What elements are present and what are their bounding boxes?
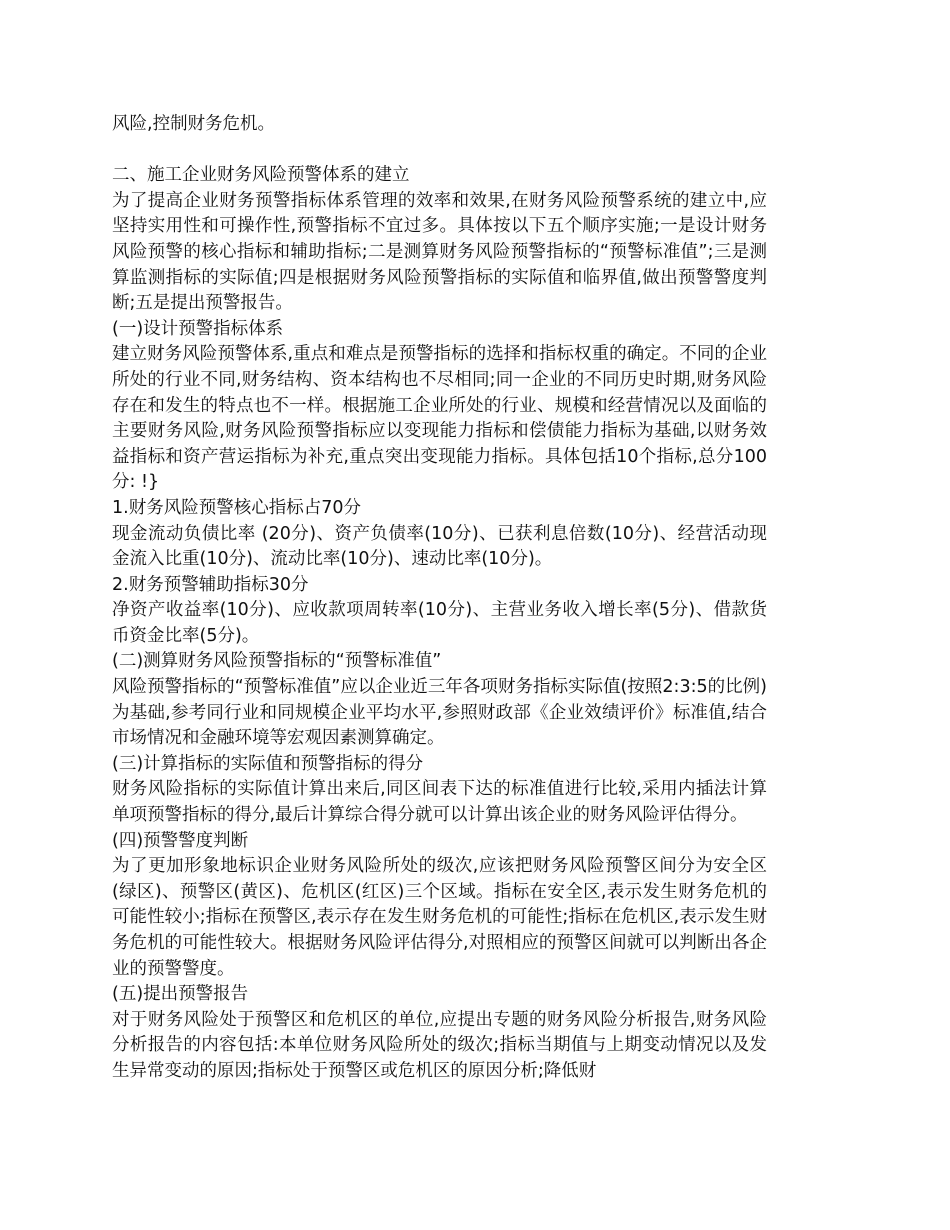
subheading-2: (二)测算财务风险预警指标的“预警标准值” bbox=[112, 651, 442, 672]
item-heading-core: 1.财务风险预警核心指标占70分 bbox=[112, 497, 361, 518]
section-heading-2: 二、施工企业财务风险预警体系的建立 bbox=[112, 165, 410, 186]
subheading-5: (五)提出预警报告 bbox=[112, 984, 249, 1005]
paragraph-standard-value: 风险预警指标的“预警标准值”应以企业近三年各项财务指标实际值(按照2:3:5的比例)为基础,参考同行业和同规模企业平均水平,参照财政部《企业效绩评价》标准值,结合市场情况和金融环境等宏观因素测算确定。 bbox=[112, 677, 767, 749]
subheading-1: (一)设计预警指标体系 bbox=[112, 318, 284, 339]
blank-line bbox=[112, 138, 767, 164]
paragraph-auxiliary-indicators: 净资产收益率(10分)、应收款项周转率(10分)、主营业务收入增长率(5分)、借款货币资金比率(5分)。 bbox=[112, 600, 767, 646]
paragraph-intro-end: 风险,控制财务危机。 bbox=[112, 114, 276, 134]
subheading-4: (四)预警警度判断 bbox=[112, 830, 249, 851]
paragraph-overview: 为了提高企业财务预警指标体系管理的效率和效果,在财务风险预警系统的建立中,应坚持实用性和可操作性,预警指标不宜过多。具体按以下五个顺序实施;一是设计财务风险预警的核心指标和辅助指标;二是测算财务风险预警指标的“预警标准值”;三是测算监测指标的实际值;四是根据财务风险预警指标的实际值和临界值,做出预警警度判断;五是提出预警报告。 bbox=[112, 190, 767, 314]
subheading-3: (三)计算指标的实际值和预警指标的得分 bbox=[112, 753, 424, 774]
paragraph-warning-report: 对于财务风险处于预警区和危机区的单位,应提出专题的财务风险分析报告,财务风险分析报告的内容包括:本单位财务风险所处的级次;指标当期值与上期变动情况以及发生异常变动的原因;指标处于预警区或危机区的原因分析;降低财 bbox=[112, 1009, 767, 1081]
paragraph-indicator-system: 建立财务风险预警体系,重点和难点是预警指标的选择和指标权重的确定。不同的企业所处的行业不同,财务结构、资本结构也不尽相同;同一企业的不同历史时期,财务风险存在和发生的特点也不一样。根据施工企业所处的行业、规模和经营情况以及面临的主要财务风险,财务风险预警指标应以变现能力指标和偿债能力指标为基础,以财务效益指标和资产营运指标为补充,重点突出变现能力指标。具体包括10个指标,总分100分: !} bbox=[112, 344, 767, 493]
paragraph-warning-level: 为了更加形象地标识企业财务风险所处的级次,应该把财务风险预警区间分为安全区(绿区)、预警区(黄区)、危机区(红区)三个区域。指标在安全区,表示发生财务危机的可能性较小;指标在预警区,表示存在发生财务危机的可能性;指标在危机区,表示发生财务危机的可能性较大。根据财务风险评估得分,对照相应的预警区间就可以判断出各企业的预警警度。 bbox=[112, 856, 767, 979]
item-heading-auxiliary: 2.财务预警辅助指标30分 bbox=[112, 574, 309, 595]
paragraph-core-indicators: 现金流动负债比率 (20分)、资产负债率(10分)、已获利息倍数(10分)、经营活动现金流入比重(10分)、流动比率(10分)、速动比率(10分)。 bbox=[112, 523, 767, 570]
document-page bbox=[112, 112, 767, 1085]
paragraph-actual-value: 财务风险指标的实际值计算出来后,同区间表下达的标准值进行比较,采用内插法计算单项预警指标的得分,最后计算综合得分就可以计算出该企业的财务风险评估得分。 bbox=[112, 779, 767, 826]
